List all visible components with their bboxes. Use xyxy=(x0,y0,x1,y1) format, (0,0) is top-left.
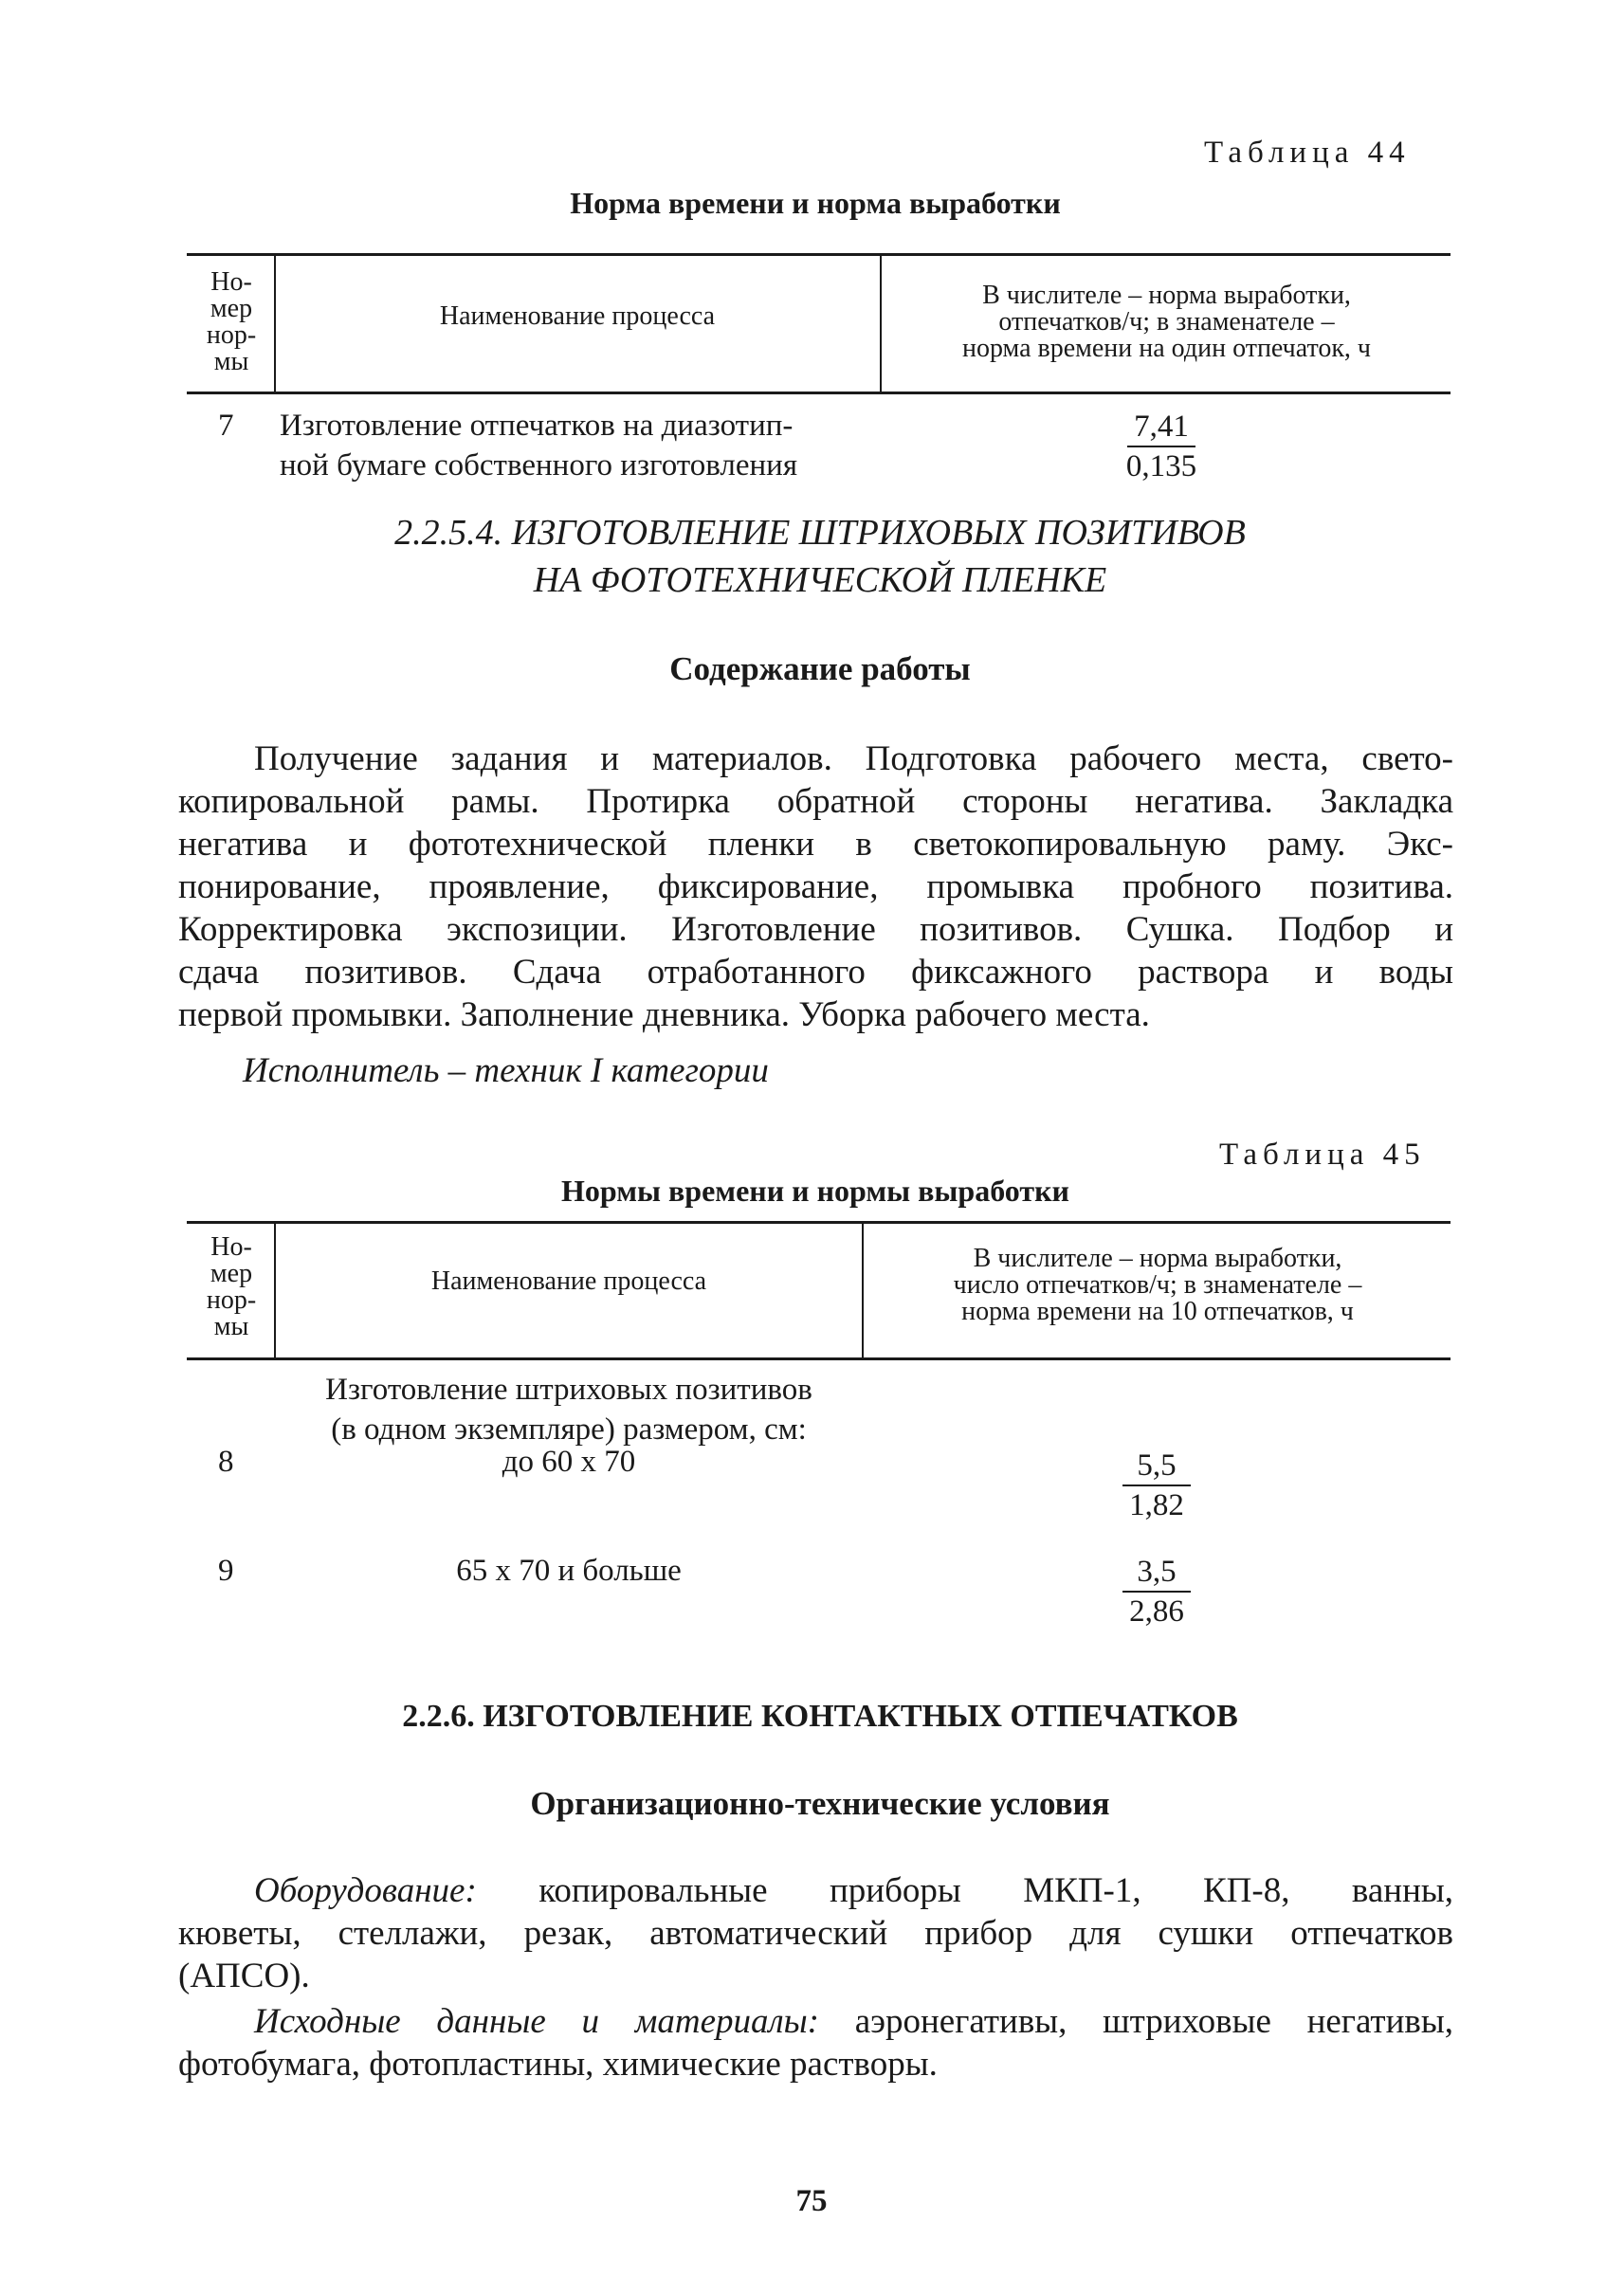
table44-top-rule xyxy=(187,253,1451,256)
table44-row-fraction xyxy=(1104,408,1218,485)
table44-header-process: Наименование процесса xyxy=(439,301,716,331)
table44-label: Таблица 44 xyxy=(1204,136,1411,170)
section-2254-title-line1: 2.2.5.4. ИЗГОТОВЛЕНИЕ ШТРИХОВЫХ ПОЗИТИВОВ xyxy=(394,513,1246,553)
table44-col-divider-1 xyxy=(274,256,276,393)
table44-header-norm: В числителе – норма выработки, отпечатков/ч; в знаменателе – норма времени на один отпечаток, ч xyxy=(961,281,1372,363)
table44-row-process: Изготовление отпечатков на диазотип- ной бумаге собственного изготовления xyxy=(280,409,798,483)
denominator: 1,82 xyxy=(1129,1488,1184,1522)
table45-row9-process: 65 x 70 и больше xyxy=(456,1554,682,1588)
table45-col-divider-2 xyxy=(862,1224,864,1359)
table45-row8-process: до 60 x 70 xyxy=(502,1445,636,1479)
denominator: 0,135 xyxy=(1125,449,1197,483)
table45-row9-number: 9 xyxy=(218,1554,234,1588)
table45-header-rule xyxy=(187,1357,1451,1360)
section-226-materials: Исходные данные и материалы: аэронегативы, штриховые негативы, фотобумага, фотопластины, химические растворы. xyxy=(178,2002,1453,2084)
section-226-title: 2.2.6. ИЗГОТОВЛЕНИЕ КОНТАКТНЫХ ОТПЕЧАТКОВ xyxy=(402,1699,1238,1734)
table45-header-process: Наименование процесса xyxy=(430,1266,707,1296)
table44-row-number: 7 xyxy=(218,409,234,443)
table45-row8-fraction xyxy=(1100,1447,1213,1524)
section-2254-performer: Исполнитель – техник I категории xyxy=(243,1051,769,1090)
materials-label: Исходные данные и материалы: xyxy=(254,2002,819,2041)
table45-col-divider-1 xyxy=(274,1224,276,1359)
table45-header-number: Но- мер нор- мы xyxy=(206,1232,257,1341)
section-226-subheading: Организационно-технические условия xyxy=(530,1785,1110,1822)
equipment-label: Оборудование: xyxy=(254,1871,477,1910)
section-2254-subheading: Содержание работы xyxy=(669,650,971,687)
table45-row9-fraction xyxy=(1100,1553,1213,1630)
table44-col-divider-2 xyxy=(880,256,882,393)
table45-group-label: Изготовление штриховых позитивов (в одном экземпляре) размером, см: xyxy=(325,1373,812,1447)
section-2254-paragraph: Получение задания и материалов. Подготовка рабочего места, свето- копировальной рамы. Протирка обратной стороны негатива. Закладка негатива и фототехнической пленки в светокопировальную раму. Экс- понирование, проявление, фиксирование, промывка пробного позитива. Корректировка экспозиции. Изготовление позитивов. Сушка. Подбор и сдача позитивов. Сдача отработанного фиксажного раствора и воды первой промывки. Заполнение дневника. Уборка рабочего места. xyxy=(178,739,1453,1034)
section-2254-title-line2: НА ФОТОТЕХНИЧЕСКОЙ ПЛЕНКЕ xyxy=(533,560,1107,600)
table45-label: Таблица 45 xyxy=(1219,1138,1426,1172)
table45-title: Нормы времени и нормы выработки xyxy=(561,1174,1069,1208)
numerator: 3,5 xyxy=(1137,1555,1177,1589)
numerator: 5,5 xyxy=(1137,1448,1177,1483)
table45-header-norm: В числителе – норма выработки, число отпечатков/ч; в знаменателе – норма времени на 10 отпечатков, ч xyxy=(953,1244,1362,1326)
table45-row8-number: 8 xyxy=(218,1445,234,1479)
table45-top-rule xyxy=(187,1221,1451,1224)
section-226-equipment: Оборудование: копировальные приборы МКП-1, КП-8, ванны, кюветы, стеллажи, резак, автоматический прибор для сушки отпечатков (АПСО). xyxy=(178,1871,1453,1995)
table44-header-rule xyxy=(187,392,1451,394)
table44-title: Норма времени и норма выработки xyxy=(570,186,1061,220)
numerator: 7,41 xyxy=(1134,410,1189,444)
page-number: 75 xyxy=(795,2184,828,2218)
denominator: 2,86 xyxy=(1129,1594,1184,1629)
table44-header-number: Но- мер нор- мы xyxy=(206,267,257,376)
